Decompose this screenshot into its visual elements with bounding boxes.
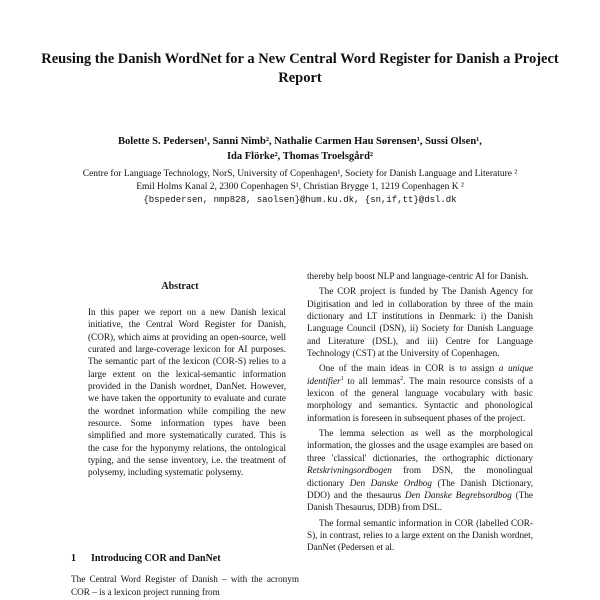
author-list: [50, 134, 550, 164]
affiliation-line-1: Centre for Language Technology, NorS, University of Copenhagen¹, Society for Danish Language and Literature ²: [82, 169, 518, 179]
p4-emphasis-2: Den Danske Ordbog: [349, 477, 432, 488]
right-paragraph-4: [307, 427, 533, 513]
right-paragraph-2: The COR project is funded by The Danish Agency for Digitisation and led in collaboration by three of the main dictionary and LT institutions in Denmark: i) the Danish Language Council (DSN), ii) Society for Danish Language and Literature (DSL), and iii) Centre for Language Technology (CST) at the University of Copenhagen.: [307, 286, 533, 359]
right-paragraph-1: thereby help boost NLP and language-centric AI for Danish.: [307, 271, 529, 281]
email-addresses: {bspedersen, nmp828, saolsen}@hum.ku.dk, {sn,if,tt}@dsl.dk: [143, 195, 457, 205]
abstract-heading: Abstract: [161, 281, 199, 292]
p4-emphasis-1: Retskrivningsordbogen: [307, 465, 392, 476]
footnote-marker-1: 1: [340, 375, 344, 382]
right-paragraph-5: The formal semantic information in COR (labelled COR-S), in contrast, relies to a large extent on the Danish wordnet, DanNet (Pedersen et al.: [307, 517, 533, 553]
section-1-paragraph: The Central Word Register of Danish – with the acronym COR – is a lexicon project running from: [71, 574, 299, 597]
p3-text-a: One of the main ideas in COR is to assign: [319, 363, 499, 374]
affiliations: [60, 168, 540, 207]
right-paragraph-3: [307, 362, 533, 424]
p4-text-c: (The Danish Dictionary, DDO) and the thesaurus: [307, 477, 533, 500]
right-column: [307, 270, 533, 557]
p3-text-b: to all lemmas: [343, 375, 401, 386]
authors-line-1: Bolette S. Pedersen¹, Sanni Nimb², Nathalie Carmen Hau Sørensen¹, Sussi Olsen¹,: [118, 136, 482, 147]
section-1-heading: [71, 553, 301, 564]
affiliation-line-2: Emil Holms Kanal 2, 2300 Copenhagen S¹, Christian Brygge 1, 1219 Copenhagen K ²: [136, 182, 464, 192]
section-1-number: 1: [71, 553, 76, 564]
authors-line-2: Ida Flörke², Thomas Troelsgård²: [226, 151, 374, 162]
p4-emphasis-3: Den Danske Begrebsordbog: [404, 489, 512, 500]
p3-text-c: . The main resource consists of a lexicon of the general language vocabulary with basic morphology and semantics. Syntactic and phonological information is foreseen in subsequent phases of the project.: [307, 375, 533, 423]
paper-title: Reusing the Danish WordNet for a New Central Word Register for Danish a Project Report: [41, 51, 559, 86]
p4-text-d: (The Danish Thesaurus, DDB) from DSL.: [307, 489, 533, 513]
abstract-text: In this paper we report on a new Danish lexical initiative, the Central Word Register for Danish, (COR), which aims at providing an open-source, well curated and large-coverage lexicon for AI purposes. The semantic part of the lexicon (COR-S) relies to a large extent on the lexical-semantic information provided in the Danish wordnet, DanNet. However, we have taken the opportunity to evaluate and curate the wordnet information while compiling the new resource. Some information types have been simplified and more systematically curated. This is the case for the hyponymy relations, the ontological typing, and the sense inventory, i.e. the treatment of polysemy, including systematic polysemy.: [88, 307, 286, 478]
section-1-title: Introducing COR and DanNet: [91, 553, 221, 564]
p4-text-b: from DSN, the monolingual dictionary: [307, 465, 533, 488]
footnote-marker-2: 2: [400, 375, 404, 382]
p3-emphasis: a unique identifier: [307, 363, 533, 386]
p4-text-a: The lemma selection as well as the morphological information, the glosses and the usage examples are based on three 'classical' dictionaries, the orthographic dictionary: [307, 428, 533, 463]
